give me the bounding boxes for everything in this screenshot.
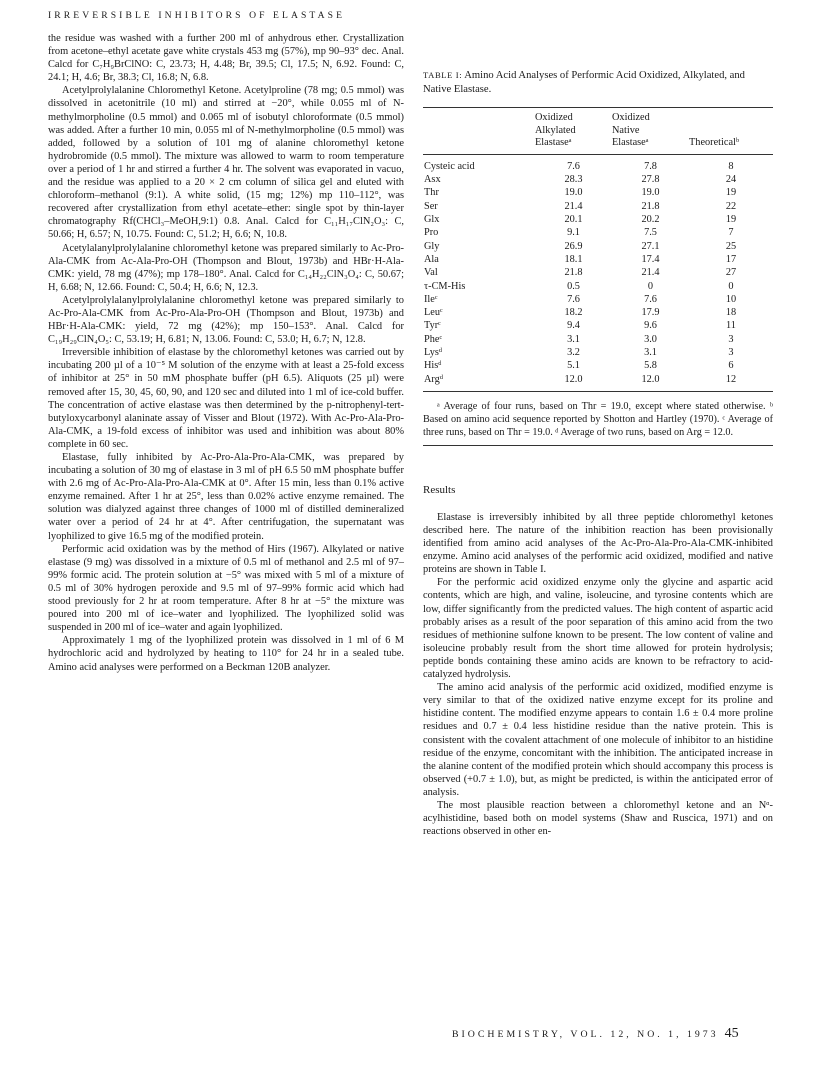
table-cell: 21.8 (564, 267, 583, 279)
table-cell: 7.8 (644, 160, 657, 172)
table-cell: 10 (725, 293, 737, 305)
body-paragraph: Irreversible inhibition of elastase by the chloromethyl ketones was carried out by incubating 200 µl of a 10⁻⁵ M solution of the enzyme with at least a 25-fold excess of inhibitor at 25° in 50 mM phosphate buffer (pH 6.5). Aliquots (25 µl) were removed after 15, 30, 45, 60, 90, and 120 sec and diluted into 1 ml of ice-cold buffer. The concentration of active elastase was then determined by the p-nitrophenyl-tert-butyloxycarbonyl alaninate assay of Visser and Blout (1972). With Ac-Pro-Ala-Pro-Ala-CMK, a 19-fold excess of inhibitor was used and inhibition was about 80% complete in 60 sec. (48, 347, 404, 450)
table-cell: 19.0 (641, 187, 660, 199)
table-cell: 7.6 (644, 293, 657, 305)
table-cell: 5.1 (567, 360, 580, 372)
table-row (423, 154, 773, 173)
table-cell: 3 (728, 346, 734, 358)
body-paragraph: The amino acid analysis of the performic acid oxidized, modified enzyme is very similar to that of the oxidized native enzyme except for its proline and histidine content. The modified enzyme appears to contain 1.6 ± 0.4 more proline residues and 0.7 ± 0.4 less histidine residue than the native protein. This is consistent with the covalent attachment of one molecule of inhibitor to an histidine residue of the enzyme, concomitant with the inhibition. The anticipated increase in the alanine content of the modified protein which should accompany this process is observed (+0.7 ± 1.0), but, as might be predicted, is within the anticipated error of analysis. (423, 682, 773, 798)
table-cell: 7 (728, 227, 734, 239)
amino-acid-name: Cysteic acid (424, 160, 475, 172)
amino-acid-name: Thr (424, 187, 439, 199)
amino-acid-name: Val (424, 267, 438, 279)
table-cell: 9.4 (567, 320, 580, 332)
right-column (423, 32, 773, 838)
table-cell: 28.3 (564, 174, 583, 186)
table-row (423, 373, 773, 392)
amino-acid-name: Asx (424, 174, 441, 186)
table-cell: 3.2 (567, 346, 580, 358)
table-row (423, 226, 773, 239)
table-cell: 7.6 (567, 293, 580, 305)
table-cell: 27.8 (641, 174, 660, 186)
table-row (423, 293, 773, 306)
table-cell: 12.0 (641, 373, 660, 385)
body-paragraph: Approximately 1 mg of the lyophilized protein was dissolved in 1 ml of 6 M hydrochloric acid and hydrolyzed by heating to 110° for 24 hr in a sealed tube. Amino acid analyses were performed on a Beckman 120B analyzer. (48, 635, 404, 673)
body-paragraph: Acetylprolylalanine Chloromethyl Ketone. Acetylproline (78 mg; 0.5 mmol) was dissolved in acetonitrile (10 ml) and stirred at −20°, while 0.055 ml of N-methylmorpholine (0.5 mmol) and 0.065 ml of isobutyl chloroformate (0.5 mmol) was added. After a further 10 min, 0.055 ml of N-methylmorpholine (0.5 mmol) was added, followed by a solution of 101 mg of alanine chloromethyl ketone hydrobromide (0.5 mmol). The mixture was allowed to warm to room temperature over a period of 1 hr and stirred a further 4 hr. The solvent was evaporated in vacuo, and the residue was applied to a 20 × 2 cm column of silica gel and eluted with chloroform–methanol (9:1). A white solid, (15 mg; 12%) mp 110–112°, was recovered after crystallization from ethyl acetate–ether: single spot by thin-layer chromatography Rf(CHCl₃–MeOH,9:1) 0.8. Anal. Calcd for C₁₁H₁₇ClN₂O₃: C, 50.66; H, 6.57; N, 10.75. Found: C, 51.2; H, 6.6; N, 10.8. (48, 85, 404, 241)
table-row (423, 213, 773, 226)
table-row (423, 240, 773, 253)
table-cell: 8 (728, 160, 734, 172)
amino-acid-name: Tyrᶜ (424, 320, 441, 332)
table-cell: 11 (726, 320, 736, 332)
table-header-cell: Oxidized Alkylated Elastaseᵃ (535, 112, 576, 149)
table-row (423, 359, 773, 372)
table-cell: 24 (725, 174, 737, 186)
amino-acid-name: Ileᶜ (424, 293, 438, 305)
amino-acid-name: Argᵈ (424, 373, 444, 385)
table-cell: 25 (725, 240, 737, 252)
table-row (423, 186, 773, 199)
table-cell: 7.6 (567, 160, 580, 172)
table-cell: 6 (728, 360, 734, 372)
body-paragraph: the residue was washed with a further 200 ml of anhydrous ether. Crystallization from acetone–ethyl acetate gave white crystals 453 mg (57%), mp 90–93° dec. Anal. Calcd for C₇H₉BrClNO: C, 23.73; H, 4.48; Br, 39.5; Cl, 17.5; N, 6.92. Found: C, 24.1; H, 4.6; Br, 38.3; Cl, 16.8; N, 6.8. (48, 33, 404, 84)
table-cell: 21.4 (641, 267, 660, 279)
section-heading-results: Results (423, 483, 456, 496)
table-row (423, 173, 773, 186)
table-title: Amino Acid Analyses of Performic Acid Oxidized, Alkylated, and Native Elastase. (423, 70, 745, 95)
table-cell: 21.8 (641, 200, 660, 212)
amino-acid-name: Gly (424, 240, 440, 252)
body-paragraph: For the performic acid oxidized enzyme only the glycine and aspartic acid contents, which are high, and valine, isoleucine, and tyrosine contents which are low, differ significantly from the predicted values. The high content of aspartic acid probably arises as a result of the poor separation of this amino acid from the two residues of methionine sulfone known to be present. The low content of valine and isoleucine probably result from the short time allowed for protein hydrolysis; peptide bonds containing these amino acids are known to be refractory to acid-catalyzed hydrolysis. (423, 577, 773, 681)
table-header-cell: Oxidized Native Elastaseᵃ (612, 112, 650, 149)
table-cell: 27 (725, 267, 737, 279)
table-header-cell: Theoreticalᵇ (689, 137, 740, 149)
table-cell: 20.2 (641, 214, 660, 226)
table-cell: 22 (725, 200, 737, 212)
amino-acid-name: Hisᵈ (424, 360, 442, 372)
body-paragraph: Performic acid oxidation was by the method of Hirs (1967). Alkylated or native elastase (9 mg) was dissolved in a mixture of 0.5 ml of methanol and 2.5 ml of 97–99% formic acid. The protein solution at −5° was mixed with 5 ml of a mixture of 0.5 ml of 30% hydrogen peroxide and 9.5 ml of 97–99% formic acid which had stood previously for 2 hr at room temperature. After 8 hr at −5° the mixture was poured into 200 ml of ice–water and lyophilized. The lyophilized solid was suspended in 200 ml of ice–water and again lyophilized. (48, 543, 404, 634)
amino-acid-name: Ser (424, 200, 438, 212)
amino-acid-name: Glx (424, 214, 440, 226)
body-paragraph: Elastase, fully inhibited by Ac-Pro-Ala-Pro-Ala-CMK, was prepared by incubating a solution of 30 mg of elastase in 3 ml of pH 6.5 50 mM phosphate buffer with 2.6 mg of Ac-Pro-Ala-Pro-Ala-CMK at 0°. After 15 min, less than 0.1% active enzyme remained. After 1 hr at 25°, less than 0.02% active enzyme remained. The solution was dialyzed against three changes of 1000 ml of distilled demineralized water over a period of 24 hr at 4°. After centrifugation, the supernatant was lyophilized to give 16.5 mg of the modified protein. (48, 452, 404, 542)
table-caption (423, 69, 773, 96)
table-row (423, 200, 773, 213)
table-cell: 17.9 (641, 307, 660, 319)
table-row (423, 306, 773, 319)
table-cell: 3.0 (644, 333, 657, 345)
table-header-cell (423, 108, 535, 155)
amino-acid-name: Lysᵈ (424, 346, 443, 358)
table-row (423, 253, 773, 266)
table-cell: 0 (728, 280, 734, 292)
table-cell: 12 (725, 373, 737, 385)
journal-citation: BIOCHEMISTRY, VOL. 12, NO. 1, 1973 (452, 1029, 719, 1040)
table-cell: 17.4 (641, 253, 660, 265)
table-cell: 20.1 (564, 214, 583, 226)
table-cell: 19 (725, 187, 737, 199)
left-column (48, 32, 404, 674)
table-cell: 26.9 (564, 240, 583, 252)
table-row (423, 266, 773, 279)
table-body (423, 154, 773, 391)
table-cell: 18.1 (564, 253, 583, 265)
table-cell: 18 (725, 307, 737, 319)
footnote-rule (423, 445, 773, 446)
table-row (423, 333, 773, 346)
page-footer (452, 1026, 739, 1042)
amino-acid-name: Pro (424, 227, 439, 239)
table-row (423, 279, 773, 292)
table-header-row (423, 108, 773, 155)
page-number: 45 (724, 1026, 739, 1041)
table-cell: 3.1 (567, 333, 580, 345)
table-cell: 27.1 (641, 240, 660, 252)
table-cell: 9.1 (567, 227, 580, 239)
table-cell: 12.0 (564, 373, 583, 385)
amino-acid-name: Ala (424, 253, 439, 265)
table-cell: 5.8 (644, 360, 657, 372)
table-cell: 7.5 (644, 227, 657, 239)
table-cell: 0.5 (567, 280, 580, 292)
body-paragraph: Acetylprolylalanylprolylalanine chloromethyl ketone was prepared similarly to Ac-Pro-Ala-CMK from Ac-Pro-Ala-Pro-OH (Thompson and Blout, 1973b) and HBr·H-Ala-CMK: yield, 72 mg (42%); mp 150–153°. Anal. Calcd for C₁₉H₂₉ClN₄O₅: C, 53.19; H, 6.81; N, 13.06. Found: C, 53.0; H, 6.7; N, 12.8. (48, 294, 404, 346)
body-paragraph: The most plausible reaction between a chloromethyl ketone and an Nᵅ-acylhistidine, based both on model systems (Shaw and Ruscica, 1971) and on reactions observed in other en- (423, 799, 773, 838)
table-cell: 19 (725, 214, 737, 226)
table-cell: 18.2 (564, 307, 583, 319)
table-cell: 21.4 (564, 200, 583, 212)
body-paragraph: Acetylalanylprolylalanine chloromethyl ketone was prepared similarly to Ac-Pro-Ala-CMK from Ac-Ala-Pro-OH (Thompson and Blout, 1973b) and HBr·H-Ala-CMK: yield, 78 mg (47%); mp 178–180°. Anal. Calcd for C₁₄H₂₂ClN₃O₄: C, 50.67; H, 6.68; N, 12.66. Found: C, 50.4; H, 6.6; N, 12.3. (48, 242, 404, 293)
amino-acid-name: Leuᶜ (424, 307, 443, 319)
table-cell: 19.0 (564, 187, 583, 199)
amino-acid-table (423, 107, 773, 392)
table-footnote: ᵃ Average of four runs, based on Thr = 19.0, except where stated otherwise. ᵇ Based on amino acid sequence reported by Shotton and Hartley (1970). ᶜ Average of three runs, based on Thr = 19.0. ᵈ Average of two runs, based on Arg = 12.0. (423, 400, 773, 438)
amino-acid-name: τ-CM-His (424, 280, 466, 292)
table-cell: 3.1 (644, 346, 657, 358)
running-header: IRREVERSIBLE INHIBITORS OF ELASTASE (48, 10, 346, 21)
table-cell: 9.6 (644, 320, 657, 332)
table-cell: 17 (725, 253, 737, 265)
table-cell: 0 (647, 280, 654, 292)
body-paragraph: Elastase is irreversibly inhibited by all three peptide chloromethyl ketones described here. The nature of the inhibition reaction has been provisionally identified from amino acid analyses of the Ac-Pro-Ala-Pro-Ala-CMK-inhibited enzyme. Amino acid analyses of the performic acid oxidized, modified and native proteins are shown in Table I. (423, 511, 773, 576)
table-row (423, 346, 773, 359)
table-label: TABLE I: (423, 70, 463, 80)
table-row (423, 319, 773, 332)
table-cell: 3 (728, 333, 734, 345)
amino-acid-name: Pheᶜ (424, 333, 443, 345)
